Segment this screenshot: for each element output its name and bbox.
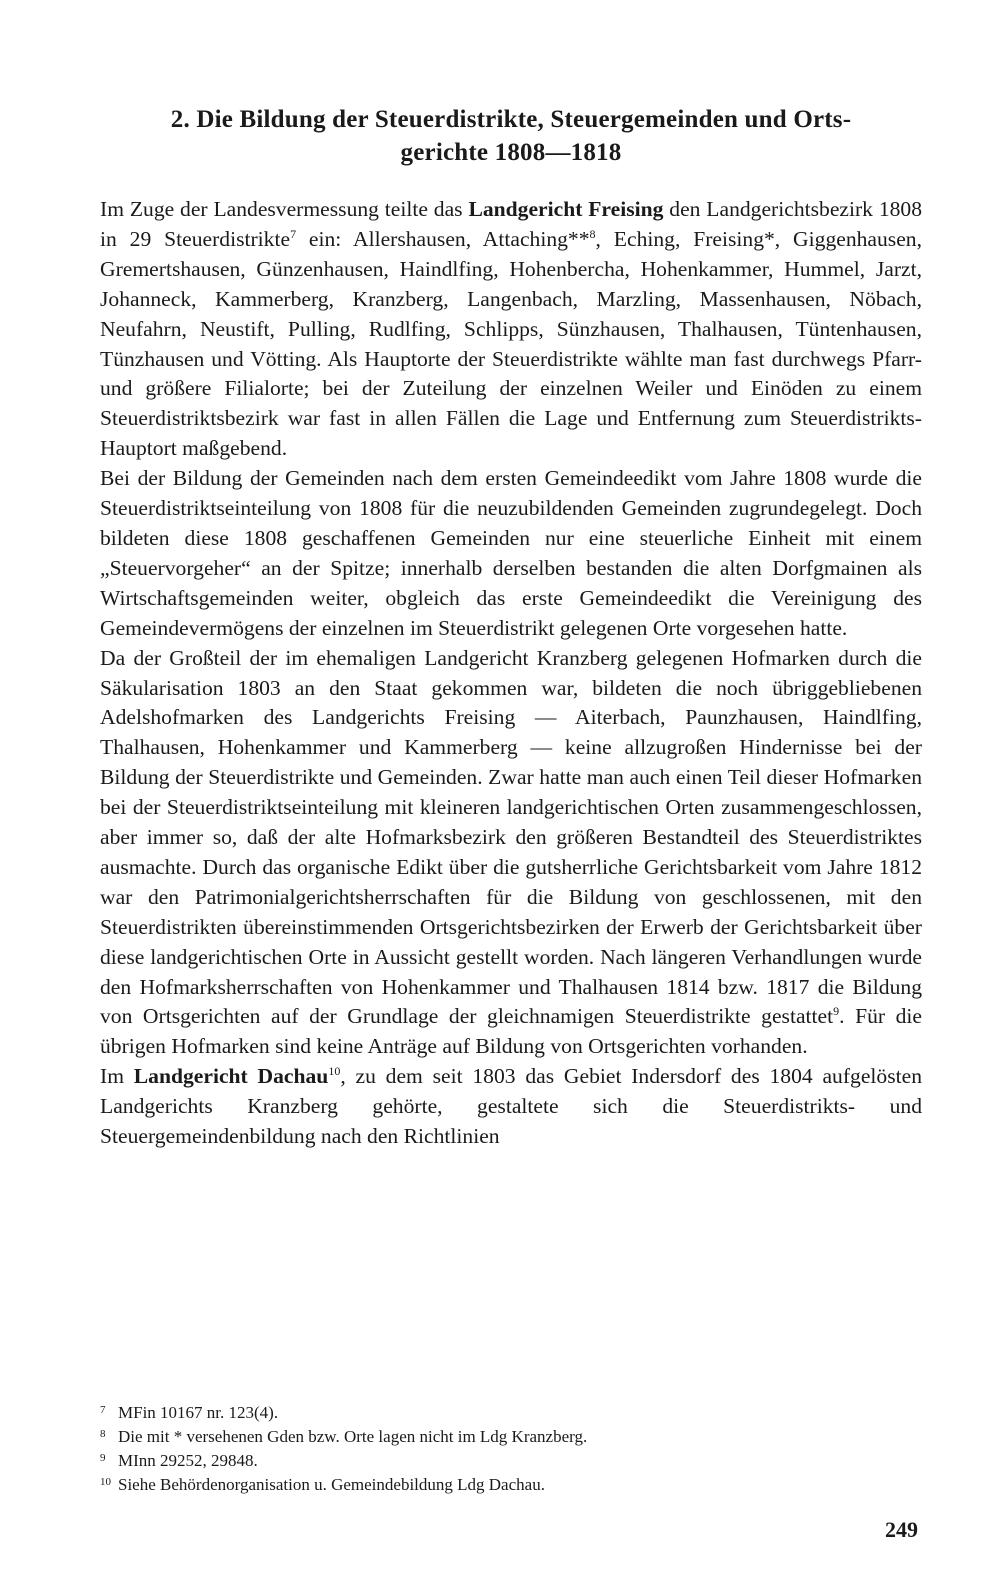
footnote-text: MFin 10167 nr. 123(4). xyxy=(118,1403,279,1422)
p4-bold-landgericht-dachau: Landgericht Dachau xyxy=(133,1064,329,1089)
paragraph-1 xyxy=(100,195,922,464)
footnote-number: 7 xyxy=(100,1404,106,1416)
footnote-text: Siehe Behördenorganisation u. Gemeindebildung Ldg Dachau. xyxy=(118,1475,545,1494)
p1-bold-landgericht-freising: Landgericht Freising xyxy=(468,197,664,221)
footnote-ref-10: 10 xyxy=(328,1064,341,1079)
footnote xyxy=(100,1474,922,1498)
p4-text-a: Im xyxy=(100,1064,134,1089)
footnote xyxy=(100,1402,922,1426)
p3-text-a: Da der Großteil der im ehemaligen Landgericht Kranzberg gelegenen Hofmarken durch die Säkularisation 1803 an den Staat gekommen war, bildeten die noch übriggebliebenen Adelshofmarken des Landgerichts Freising — Aiterbach, Paunzhausen, Haindlfing, Thalhausen, Hohenkammer und Kammerberg — keine allzugroßen Hindernisse bei der Bildung der Steuerdistrikte und Gemeinden. Zwar hatte man auch einen Teil dieser Hofmarken bei der Steuerdistriktseinteilung mit kleineren landgerichtischen Orten zusammengeschlossen, aber immer so, daß der alte Hofmarksbezirk den größeren Bestandteil des Steuerdistriktes ausmachte. Durch das organische Edikt über die gutsherrliche Gerichtsbarkeit vom Jahre 1812 war den Patrimonialgerichtsherrschaften für die Bildung von geschlossenen, mit den Steuerdistrikten übereinstimmenden Ortsgerichtsbezirken der Erwerb der Gerichtsbarkeit über diese landgerichtischen Orte in Aussicht gestellt worden. Nach längeren Verhandlungen wurde den Hofmarksherrschaften von Hohenkammer und Thalhausen 1814 bzw. 1817 die Bildung von Ortsgerichten auf der Grundlage der gleichnamigen Steuerdistrikte gestattet xyxy=(100,645,922,1029)
paragraph-2: Bei der Bildung der Gemeinden nach dem ersten Gemeindeedikt vom Jahre 1808 wurde die Steuerdistriktseinteilung von 1808 für die neuzubildenden Gemeinden zugrundegelegt. Doch bildeten diese 1808 geschaffenen Gemeinden nur eine steuerliche Einheit mit einem „Steuervorgeher“ an der Spitze; innerhalb derselben bestanden die alten Dorfgmainen als Wirtschaftsgemeinden weiter, obgleich das erste Gemeindeedikt die Vereinigung des Gemeindevermögens der einzelnen im Steuerdistrikt gelegenen Orte vorgesehen hatte. xyxy=(100,466,922,640)
footnote xyxy=(100,1426,922,1450)
p1-text-a: Im Zuge der Landesvermessung teilte das xyxy=(100,197,469,221)
footnote-ref-7: 7 xyxy=(290,226,297,241)
heading-line-1: 2. Die Bildung der Steuerdistrikte, Steuergemeinden und Orts- xyxy=(170,106,852,133)
footnote-number: 9 xyxy=(100,1452,106,1464)
heading-line-2: gerichte 1808—1818 xyxy=(400,139,622,166)
page-content xyxy=(100,103,922,1152)
footnote xyxy=(100,1450,922,1474)
footnote-number: 8 xyxy=(100,1428,106,1440)
page-number: 249 xyxy=(885,1517,918,1542)
body-text xyxy=(100,195,922,1152)
footnote-ref-9: 9 xyxy=(833,1004,840,1019)
footnote-text: Die mit * versehenen Gden bzw. Orte lagen nicht im Ldg Kranzberg. xyxy=(118,1427,588,1446)
section-heading xyxy=(100,103,922,169)
p1-text-d: , Eching, Freising*, Giggenhausen, Gremertshausen, Günzenhausen, Haindlfing, Hohenbercha, Hohenkammer, Hummel, Jarzt, Johanneck, Kammerberg, Kranzberg, Langenbach, Marzling, Massenhausen, Nöbach, Neufahrn, Neustift, Pulling, Rudlfing, Schlipps, Sünzhausen, Thalhausen, Tüntenhausen, Tünzhausen und Vötting. Als Hauptorte der Steuerdistrikte wählte man fast durchwegs Pfarr- und größere Filialorte; bei der Zuteilung der einzelnen Weiler und Einöden zu einem Steuerdistriktsbezirk war fast in allen Fällen die Lage und Entfernung zum Steuerdistrikts-Hauptort maßgebend. xyxy=(100,226,922,461)
p1-text-b: den Landgerichtsbezirk 1808 in 29 Steuerdistrikte xyxy=(100,197,923,251)
paragraph-4 xyxy=(100,1062,922,1152)
footnotes xyxy=(100,1402,922,1498)
p3-text-b: . Für die übrigen Hofmarken sind keine Anträge auf Bildung von Ortsgerichten vorhanden. xyxy=(100,1004,922,1059)
paragraph-3 xyxy=(100,644,922,1063)
footnote-text: MInn 29252, 29848. xyxy=(118,1451,258,1470)
footnote-ref-8: 8 xyxy=(589,226,596,241)
p1-text-c: ein: Allershausen, Attaching** xyxy=(296,226,590,251)
p4-text-b: , zu dem seit 1803 das Gebiet Indersdorf des 1804 aufgelösten Landgerichts Kranzberg gehörte, gestaltete sich die Steuerdistrikts- und Steuergemeindenbildung nach den Richtlinien xyxy=(100,1064,922,1149)
footnote-number: 10 xyxy=(100,1476,111,1488)
